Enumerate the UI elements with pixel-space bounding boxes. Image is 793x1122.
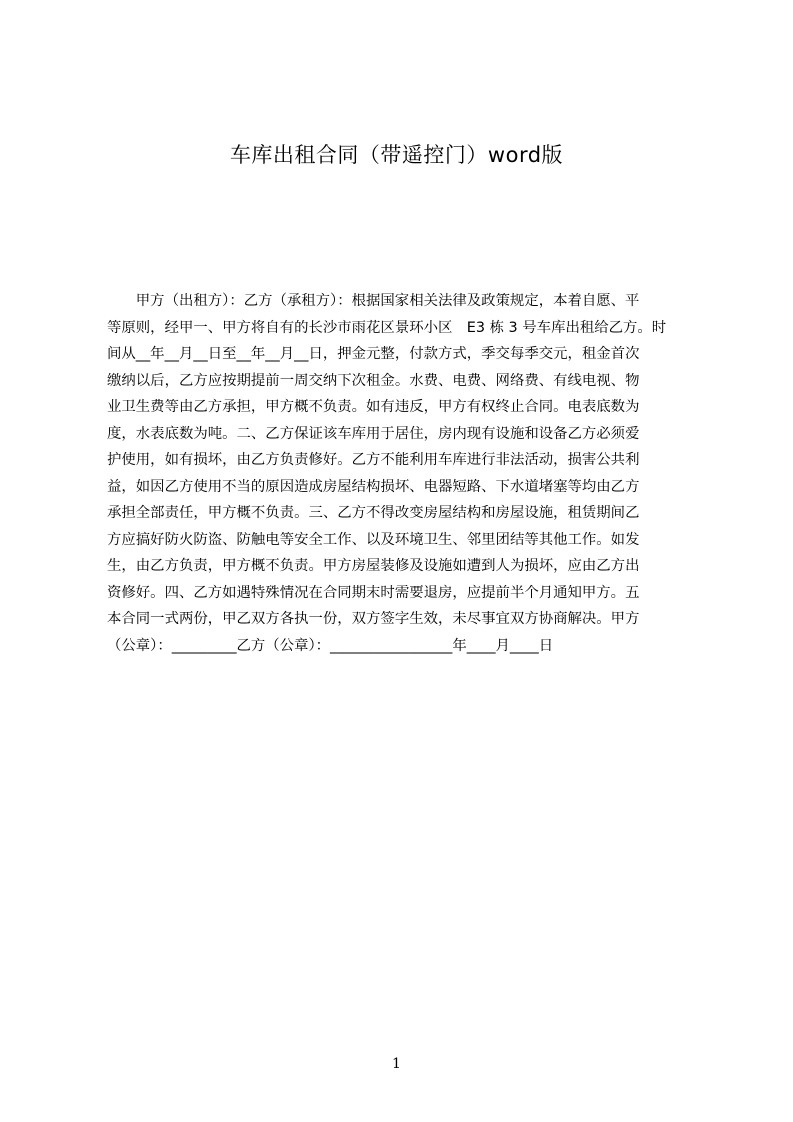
document-title: 车库出租合同（带遥控门）word版 (229, 143, 564, 167)
body-line: 间从__年__月__日至__年__月__日，押金元整，付款方式，季交每季交元，租金首次 (107, 346, 640, 362)
body-line: 承担全部责任，甲方概不负责。三、乙方不得改变房屋结构和房屋设施，租赁期间乙 (107, 505, 640, 521)
page-number: 1 (392, 1056, 401, 1072)
body-line: 益，如因乙方使用不当的原因造成房屋结构损坏、电器短路、下水道堵塞等均由乙方 (107, 478, 640, 495)
body-line: 方应搞好防火防盗、防触电等安全工作、以及环境卫生、邻里团结等其他工作。如发 (107, 531, 640, 548)
signature-line: （公章）：_________乙方（公章）：_________________年____月____日 (107, 637, 554, 654)
body-line: 缴纳以后，乙方应按期提前一周交纳下次租金。水费、电费、网络费、有线电视、物 (107, 372, 640, 389)
body-line: 业卫生费等由乙方承担，甲方概不负责。如有违反，甲方有权终止合同。电表底数为 (107, 399, 640, 415)
body-line: 护使用，如有损坏，由乙方负责修好。乙方不能利用车库进行非法活动，损害公共利 (107, 452, 640, 468)
body-line: 甲方（出租方）：乙方（承租方）：根据国家相关法律及政策规定，本着自愿、平 (107, 293, 640, 309)
contract-body (107, 288, 699, 659)
body-line: 本合同一式两份，甲乙双方各执一份，双方签字生效，未尽事宜双方协商解决。甲方 (107, 611, 640, 627)
body-line: 等原则，经甲一、甲方将自有的长沙市雨花区景环小区 E3 栋 3 号车库出租给乙方。时 (107, 319, 667, 336)
body-line: 生，由乙方负责，甲方概不负责。甲方房屋装修及设施如遭到人为损坏，应由乙方出 (107, 558, 640, 574)
body-line: 度，水表底数为吨。二、乙方保证该车库用于居住，房内现有设施和设备乙方必须爱 (107, 425, 640, 442)
body-line: 资修好。四、乙方如遇特殊情况在合同期末时需要退房，应提前半个月通知甲方。五 (107, 584, 640, 601)
